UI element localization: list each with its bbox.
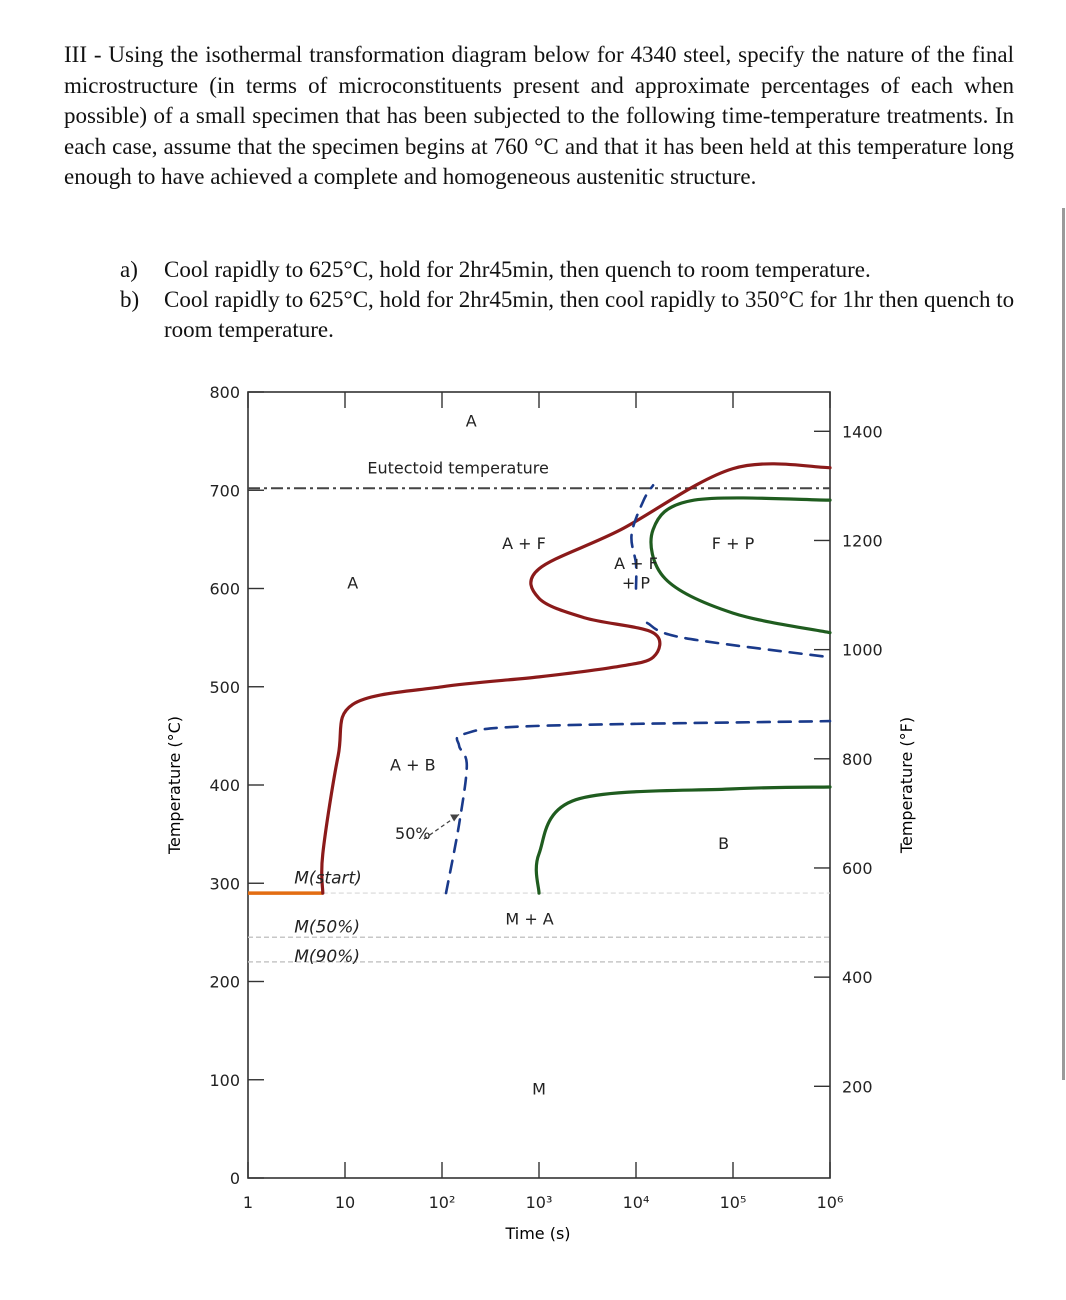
y-tick-label: 600 [209,579,240,599]
y-axis-label: Temperature (°C) [165,715,184,855]
y-tick-label: 400 [209,776,240,795]
annotation-label: B [718,833,730,853]
chart-annotations [294,411,754,1098]
annotation-label: A + F [614,553,658,573]
y-tick-label: 200 [209,972,240,992]
y-right-tick-label: 1000 [842,640,883,660]
annotation-label: + P [621,573,651,593]
curve-transformation-end [536,787,830,893]
annotation-label: A [347,573,359,593]
annotation-label: A [465,411,477,431]
problem-intro: III - Using the isothermal transformation diagram below for 4340 steel, specify the nature of the final microstructure (in terms of microconstituents present and approximate percentages of each when possible) of a small specimen that has been subjected to the following time-temperature treatments. In each case, assume that the specimen begins at 760 °C and that it has been held at this temperature long enough to have achieved a complete and homogeneous austenitic structure. [64,42,1014,189]
part-text: Cool rapidly to 625°C, hold for 2hr45min, then cool rapidly to 350°C for 1hr then quench to room temperature. [164,287,1015,342]
curve-transformation-end-ferrite-pearlite [651,498,830,633]
y-right-tick-label: 1200 [842,531,883,551]
y-right-tick-label: 400 [842,968,873,988]
y-tick-label: 800 [209,383,240,402]
y-tick-label: 100 [209,1070,240,1090]
annotation-label: M(50%) [294,917,360,938]
plot-area-frame [248,392,830,1178]
x-tick-label: 1 [242,1193,254,1212]
y-right-tick-label: 600 [842,858,873,878]
annotation-label: F + P [711,534,755,554]
x-tick-label: 10³ [525,1193,553,1212]
annotation-label: M + A [505,909,554,929]
y-right-tick-label: 800 [842,749,873,769]
part-text: Cool rapidly to 625°C, hold for 2hr45min, then quench to room temperature. [164,257,871,282]
x-tick-label: 10⁶ [816,1193,844,1212]
annotation-label: M [532,1079,546,1099]
x-tick-label: 10⁴ [622,1193,650,1212]
x-tick-label: 10² [428,1193,456,1212]
y-tick-label: 500 [209,677,240,697]
x-axis-label: Time (s) [505,1224,571,1243]
annotation-label: M(90%) [294,946,360,967]
annotation-label: A + F [502,534,546,554]
curve-50-completion [446,721,830,893]
part-label: b) [120,287,140,312]
annotation-label: A + B [390,755,436,775]
y-right-tick-label: 200 [842,1077,873,1097]
annotation-label: 50% [395,824,431,844]
y-tick-label: 0 [229,1169,240,1188]
y-right-tick-label: 1400 [842,422,883,442]
fifty-percent-arrowhead [450,814,459,821]
part-label: a) [120,257,138,282]
chart-frame [248,392,830,1178]
x-tick-label: 10 [334,1193,356,1212]
axis-ticks [209,383,882,1212]
y-tick-label: 300 [209,874,240,894]
annotation-label: Eutectoid temperature [367,458,549,478]
x-tick-label: 10⁵ [719,1193,747,1212]
y-axis-label-right: Temperature (°F) [897,716,916,854]
annotation-label: M(start) [294,868,362,889]
y-tick-label: 700 [209,481,240,501]
